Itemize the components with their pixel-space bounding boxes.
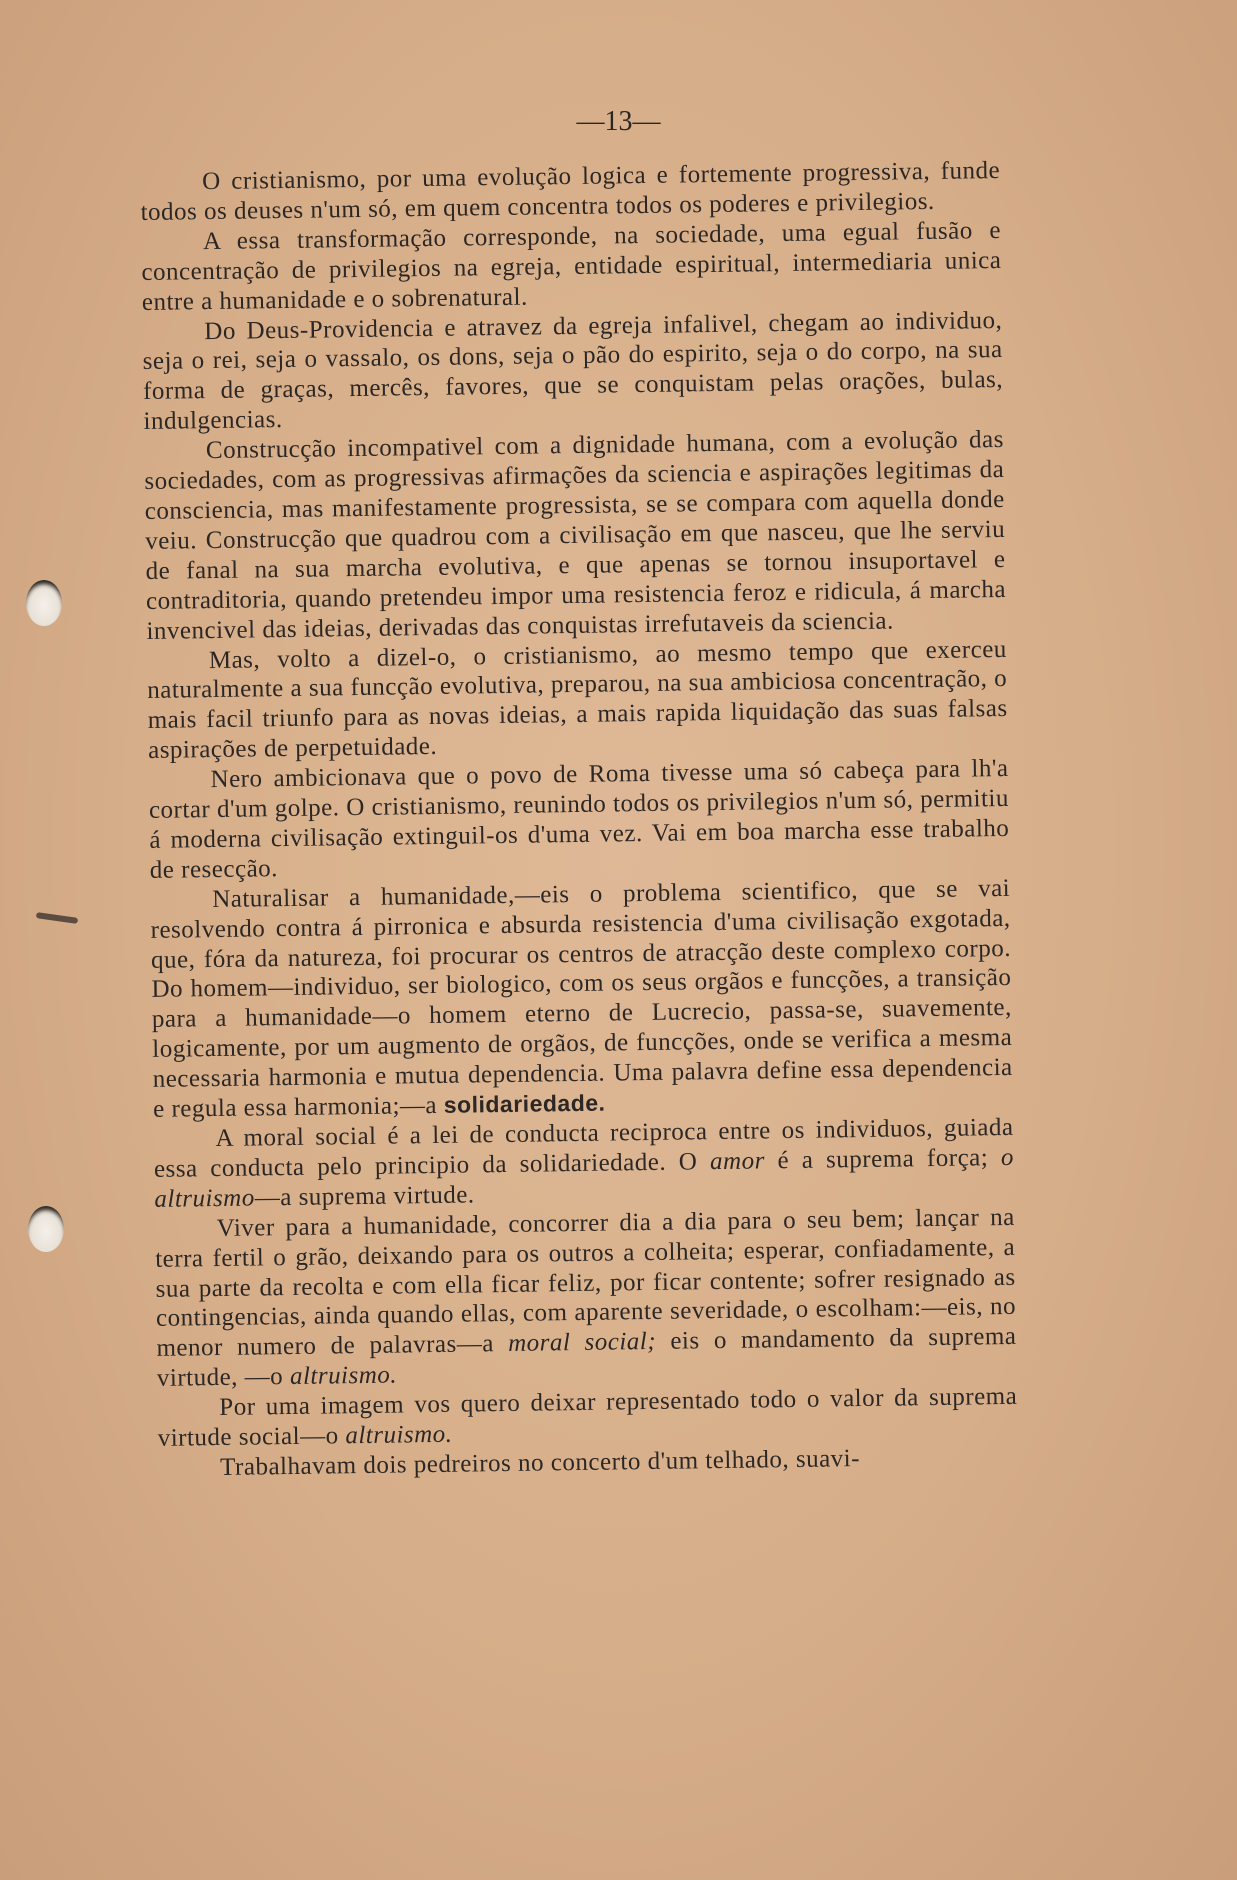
emphasis-altruismo: altruismo. <box>289 1361 398 1391</box>
emphasis-altruismo: altruismo. <box>345 1420 453 1450</box>
paragraph: A essa transformação corresponde, na sociedade, uma egual fusão e concentração de privilegios na egreja, entidade espiritual, intermediaria unica entre a humanidade e o sobrenatural. <box>141 216 1002 316</box>
emphasis-solidariedade: solidariedade. <box>443 1089 606 1118</box>
paragraph-text: eis o mandamento da suprema virtude, —o <box>156 1323 1017 1393</box>
paragraph-text: é a suprema força; <box>777 1144 989 1175</box>
punch-hole-bottom <box>28 1206 64 1252</box>
paragraph: Construcção incompativel com a dignidade humana, com a evolução das sociedades, com as progressivas afirmações da sciencia e aspirações legitimas da consciencia, mas manifestamente progressista, se se compara com aquella donde veiu. Construcção que quadrou com a civilisação em que nasceu, que lhe serviu de fanal na sua marcha evolutiva, e que apenas se tornou insuportavel e contraditoria, quando pretendeu impor uma resistencia feroz e ridicula, á marcha invencivel das ideias, derivadas das conquistas irrefutaveis da sciencia. <box>144 426 1007 645</box>
emphasis-amor: amor <box>709 1147 766 1176</box>
emphasis-moral-social: moral social; <box>507 1328 657 1358</box>
paragraph-text: Naturalisar a humanidade,—eis o problema scientifico, que se vai resolvendo contra á pirronica e absurda resistencia d'uma civilisação exgotada, que, fóra da natureza, foi procurar os centros de atracção deste complexo corpo. Do homem—individuo, ser biologico, com os seus orgãos e funcções, a transição para a humanidade—o homem eterno de Lucrecio, passa-se, suavemente, logicamente, por um augmento de orgãos, de funcções, onde se verifica a mesma necessaria harmonia e mutua dependencia. Uma palavra define essa dependencia e regula essa harmonia;—a <box>150 874 1013 1124</box>
body-text <box>140 156 1018 1484</box>
paragraph <box>155 1203 1017 1394</box>
punch-hole-top <box>26 580 62 626</box>
emphasis-altruismo: o altruismo <box>154 1143 1015 1213</box>
paragraph: Mas, volto a dizel-o, o cristianismo, ao mesmo tempo que exerceu naturalmente a sua funcção evolutiva, preparou, na sua ambiciosa concentração, o mais facil triunfo para as novas ideias, a mais rapida liquidação das suas falsas aspirações de perpetuidade. <box>147 635 1008 765</box>
paragraph <box>153 1113 1014 1215</box>
page-number: —13— <box>576 106 661 137</box>
paragraph-text: Por uma imagem vos quero deixar representado todo o valor da suprema virtude social—o <box>157 1383 1018 1452</box>
paragraph: Nero ambicionava que o povo de Roma tivesse uma só cabeça para lh'a cortar d'um golpe. O cristianismo, reunindo todos os privilegios n'um só, permitiu á moderna civilisação extinguil-os d'uma vez. Vai em boa marcha esse trabalho de resecção. <box>148 755 1010 884</box>
paragraph-text: Viver para a humanidade, concorrer dia a dia para o seu bem; lançar na terra fertil o grão, deixando para os outros a colheita; esperar, confiadamente, a sua parte da recolta e com ella ficar feliz, por ficar contente; sofrer resignado as contingencias, ainda quando ellas, com aparente severidade, o escolham:—eis, no menor numero de palavras—a <box>155 1203 1017 1363</box>
margin-mark <box>36 912 78 924</box>
paragraph: Trabalhavam dois pedreiros no concerto d'um telhado, suavi- <box>219 1445 861 1481</box>
paragraph <box>150 874 1013 1125</box>
paragraph-text: A moral social é a lei de conducta reciproca entre os individuos, guiada essa conducta pelo principio da solidariedade. O <box>153 1113 1014 1183</box>
paragraph: O cristianismo, por uma evolução logica e fortemente progressiva, funde todos os deuses n'um só, em quem concentra todos os poderes e privilegios. <box>140 156 1001 226</box>
paragraph-text: —a suprema virtude. <box>254 1181 475 1212</box>
paragraph: Do Deus-Providencia e atravez da egreja infalivel, chegam ao individuo, seja o rei, seja o vassalo, os dons, seja o pão do espirito, seja o do corpo, na sua forma de graças, mercês, favores, que se conquistam pelas orações, bulas, indulgencias. <box>142 306 1004 436</box>
